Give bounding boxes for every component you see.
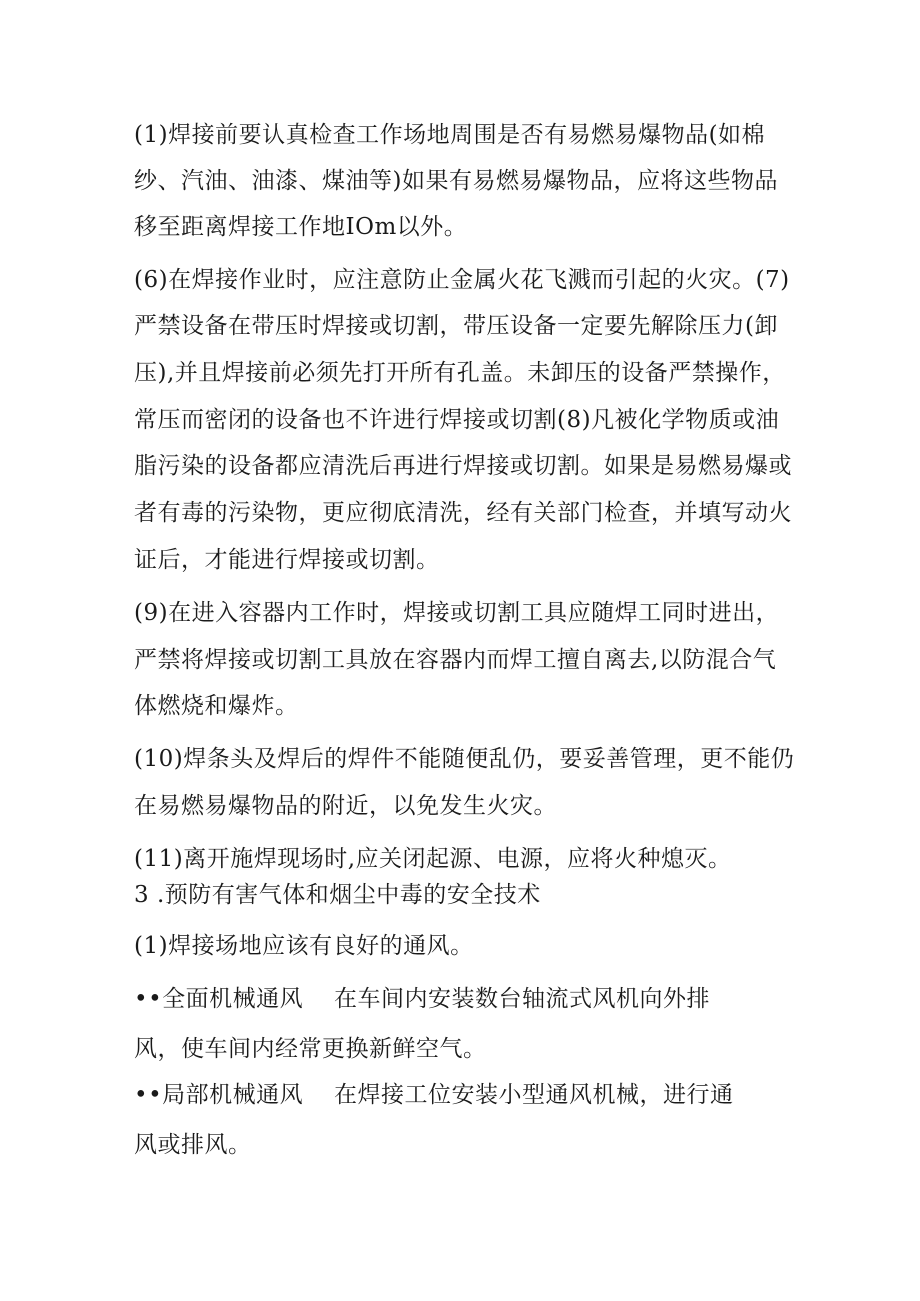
- bullet-continuation: 风，使车间内经常更换新鲜空气。: [134, 1036, 487, 1062]
- paragraph-line: 证后，才能进行焊接或切割。: [134, 547, 440, 573]
- paragraph-line: 者有毒的污染物，更应彻底清洗，经有关部门检查，并填写动火: [134, 500, 792, 526]
- bullet-item: [134, 1080, 734, 1110]
- bullet-text: 在车间内安装数台轴流式风机向外排: [334, 986, 710, 1012]
- paragraph-line: 纱、汽油、油漆、煤油等)如果有易燃易爆物品，应将这些物品: [134, 168, 778, 194]
- paragraph-line: (9)在进入容器内工作时，焊接或切割工具应随焊工同时进出，: [134, 600, 780, 626]
- section-heading: 3 .预防有害气体和烟尘中毒的安全技术: [134, 882, 541, 908]
- bullet-item: [134, 984, 710, 1014]
- paragraph-line: 压),并且焊接前必须先打开所有孔盖。未卸压的设备严禁操作，: [134, 360, 786, 386]
- paragraph-line: (1)焊接场地应该有良好的通风。: [134, 933, 474, 959]
- paragraph-line: 常压而密闭的设备也不许进行焊接或切割(8)凡被化学物质或油: [134, 407, 780, 433]
- bullet-continuation: 风或排风。: [134, 1132, 252, 1158]
- paragraph-line: (11)离开施焊现场时,应关闭起源、电源，应将火种熄灭。: [134, 846, 732, 872]
- bullet-term: ••局部机械通风: [134, 1082, 304, 1108]
- bullet-term: ••全面机械通风: [134, 986, 304, 1012]
- paragraph-line: (1)焊接前要认真检查工作场地周围是否有易燃易爆物品(如棉: [134, 122, 766, 148]
- paragraph-line: 在易燃易爆物品的附近，以免发生火灾。: [134, 793, 557, 819]
- paragraph-line: 体燃烧和爆炸。: [134, 693, 299, 719]
- paragraph-line: 严禁将焊接或切割工具放在容器内而焊工擅自离去,以防混合气: [134, 647, 777, 673]
- paragraph-line: (6)在焊接作业时，应注意防止金属火花飞溅而引起的火灾。(7): [134, 267, 790, 293]
- paragraph-line: 脂污染的设备都应清洗后再进行焊接或切割。如果是易燃易爆或: [134, 453, 792, 479]
- paragraph-line: 移至距离焊接工作地IOm以外。: [134, 214, 468, 240]
- bullet-text: 在焊接工位安装小型通风机械，进行通: [334, 1082, 734, 1108]
- paragraph-line: (10)焊条头及焊后的焊件不能随便乱仍，要妥善管理，更不能仍: [134, 746, 795, 772]
- paragraph-line: 严禁设备在带压时焊接或切割，带压设备一定要先解除压力(卸: [134, 313, 778, 339]
